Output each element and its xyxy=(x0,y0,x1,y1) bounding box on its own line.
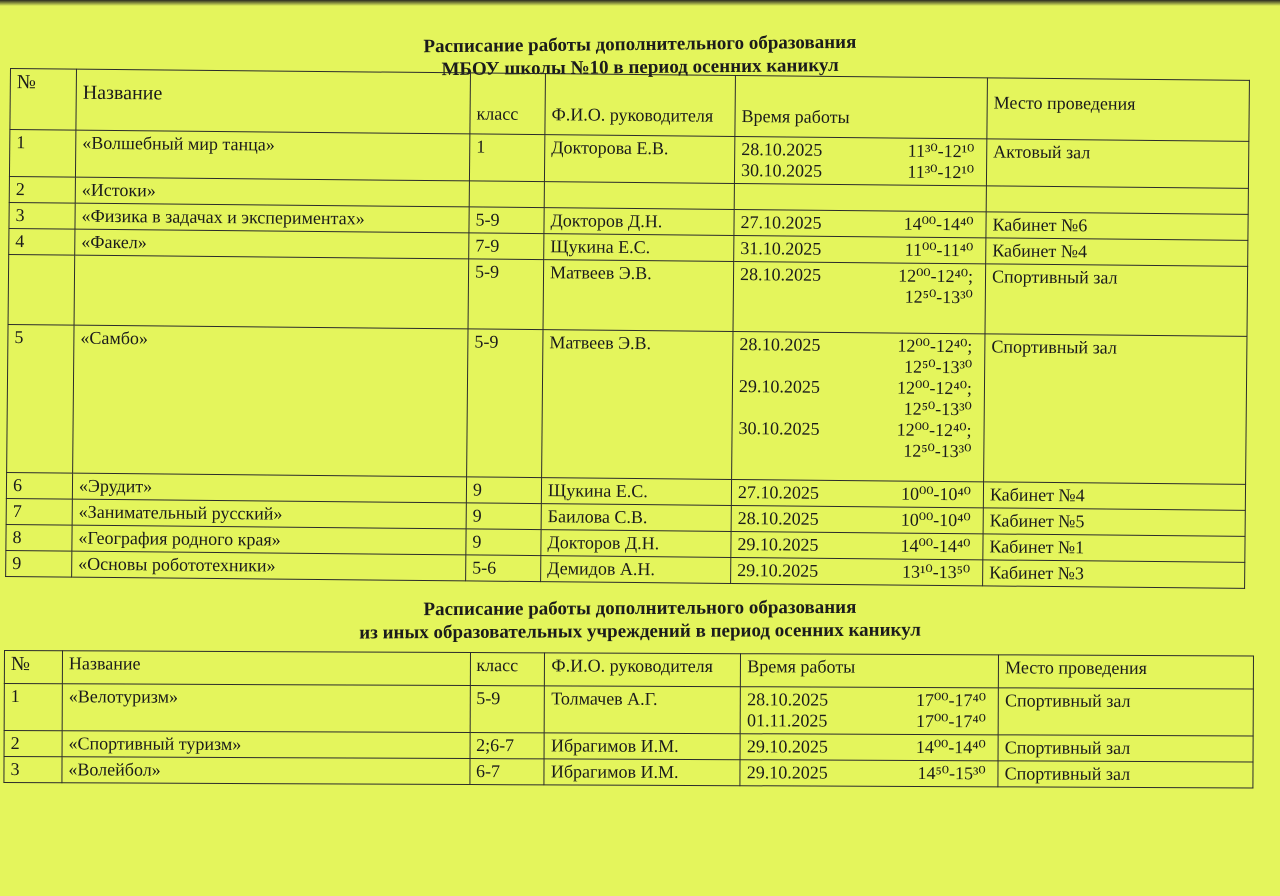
time-slot xyxy=(741,160,980,183)
time-slots xyxy=(740,760,998,787)
slot-date: 27.10.2025 xyxy=(737,482,820,503)
leader-name: Докторова Е.В. xyxy=(544,135,734,184)
activity-name: «Физика в задачах и экспериментах» xyxy=(75,203,469,233)
slot-time: 13¹⁰-13⁵⁰ xyxy=(902,561,971,583)
class-range: 5-9 xyxy=(470,686,545,733)
slot-time: 12⁵⁰-13³⁰ xyxy=(903,440,972,462)
time-slots xyxy=(734,235,986,263)
time-slot xyxy=(739,397,978,420)
time-slots xyxy=(740,734,998,761)
table-row xyxy=(8,254,1248,336)
time-slot xyxy=(747,762,992,784)
time-slots xyxy=(731,479,983,507)
row-number: 9 xyxy=(6,550,72,577)
class-range: 5-6 xyxy=(466,555,541,582)
class-range: 1 xyxy=(469,134,544,182)
header-time: Время работы xyxy=(735,75,988,138)
slot-date: 29.10.2025 xyxy=(738,376,821,397)
class-range xyxy=(469,181,544,208)
place: Кабинет №6 xyxy=(986,212,1248,241)
table-header-row xyxy=(4,651,1253,689)
slot-date: 31.10.2025 xyxy=(740,238,822,259)
place: Спортивный зал xyxy=(998,761,1253,788)
time-slot xyxy=(741,139,980,162)
place: Актовый зал xyxy=(986,139,1248,189)
slot-time: 10⁰⁰-10⁴⁰ xyxy=(900,483,972,505)
class-range: 9 xyxy=(466,477,541,504)
row-number: 3 xyxy=(9,202,75,229)
table-row xyxy=(4,684,1253,736)
slot-date: 29.10.2025 xyxy=(746,762,828,783)
time-slot xyxy=(738,482,977,505)
slot-date: 30.10.2025 xyxy=(738,418,820,439)
activity-name: «Эрудит» xyxy=(72,473,466,503)
leader-name: Щукина Е.С. xyxy=(544,234,734,262)
slot-time: 12⁵⁰-13³⁰ xyxy=(903,356,973,378)
time-slot xyxy=(737,560,976,583)
time-slot xyxy=(739,376,978,399)
header-time: Время работы xyxy=(741,654,999,688)
slot-time: 14⁰⁰-14⁴⁰ xyxy=(900,535,971,557)
header-name: Название xyxy=(62,651,470,686)
leader-name: Ибрагимов И.М. xyxy=(544,759,740,786)
place: Кабинет №3 xyxy=(983,560,1245,589)
activity-name: «Велотуризм» xyxy=(62,684,470,733)
row-number: 2 xyxy=(4,731,62,757)
photo-top-edge xyxy=(0,0,1280,6)
leader-name: Толмачев А.Г. xyxy=(545,686,741,734)
place: Кабинет №4 xyxy=(986,238,1248,267)
activity-name: «Факел» xyxy=(75,229,469,259)
time-slots xyxy=(734,136,986,185)
header-place: Место проведения xyxy=(987,78,1250,142)
title-line: Расписание работы дополнительного образования xyxy=(423,31,857,58)
slot-date: 28.10.2025 xyxy=(737,508,819,529)
table-row xyxy=(4,757,1253,788)
slot-time: 12⁵⁰-13³⁰ xyxy=(904,286,973,308)
leader-name: Щукина Е.С. xyxy=(541,478,731,506)
row-number xyxy=(8,254,75,325)
time-slots xyxy=(731,531,983,559)
slot-time: 11³⁰-12¹⁰ xyxy=(907,161,975,183)
leader-name: Баилова С.В. xyxy=(541,504,731,532)
activity-name: «Истоки» xyxy=(75,177,469,207)
time-slots xyxy=(734,183,986,211)
table-row xyxy=(7,324,1247,484)
other-schedule-table xyxy=(3,650,1254,788)
row-number: 7 xyxy=(6,498,72,525)
time-slots xyxy=(733,261,986,333)
place: Спортивный зал xyxy=(984,334,1247,485)
title-line: МБОУ школы №10 в период осенних каникул xyxy=(441,54,839,81)
schedule-title-other xyxy=(40,594,1240,646)
time-slot xyxy=(738,418,977,441)
slot-date: 28.10.2025 xyxy=(739,264,822,285)
time-slot xyxy=(740,285,979,308)
header-num: № xyxy=(10,69,77,131)
slot-time: 14⁵⁰-15³⁰ xyxy=(917,762,986,784)
slot-date: 28.10.2025 xyxy=(741,139,823,160)
leader-name xyxy=(544,182,734,210)
leader-name: Докторов Д.Н. xyxy=(541,530,731,558)
slot-date: 29.10.2025 xyxy=(737,534,819,555)
slot-time: 17⁰⁰-17⁴⁰ xyxy=(916,689,987,711)
place: Спортивный зал xyxy=(998,735,1253,762)
header-name: Название xyxy=(76,69,471,134)
time-slots xyxy=(740,687,998,735)
time-slots xyxy=(732,331,985,481)
class-range: 5-9 xyxy=(467,329,543,478)
slot-date: 29.10.2025 xyxy=(746,736,828,757)
time-slot xyxy=(747,689,992,711)
slot-time: 12⁰⁰-12⁴⁰; xyxy=(898,265,974,287)
activity-name: «Самбо» xyxy=(73,325,468,477)
row-number: 1 xyxy=(4,684,62,731)
slot-time: 14⁰⁰-14⁴⁰ xyxy=(915,736,986,758)
class-range: 5-9 xyxy=(468,259,544,330)
slot-time: 12⁰⁰-12⁴⁰; xyxy=(896,419,972,441)
activity-name: «Спортивный туризм» xyxy=(62,731,470,759)
class-range: 7-9 xyxy=(469,233,544,260)
title-line: Расписание работы дополнительного образования xyxy=(423,596,857,621)
row-number: 1 xyxy=(9,130,75,178)
class-range: 9 xyxy=(466,529,541,556)
slot-date: 28.10.2025 xyxy=(739,334,821,355)
header-num: № xyxy=(4,651,62,684)
time-slot xyxy=(747,736,992,758)
header-leader: Ф.И.О. руководителя xyxy=(545,653,741,687)
slot-date: 29.10.2025 xyxy=(737,560,819,581)
time-slots xyxy=(731,505,983,533)
activity-name: «География родного края» xyxy=(72,525,466,555)
leader-name: Матвеев Э.В. xyxy=(542,330,733,480)
slot-time: 17⁰⁰-17⁴⁰ xyxy=(915,710,986,732)
leader-name: Докторов Д.Н. xyxy=(544,208,734,236)
time-slot xyxy=(740,212,979,235)
leader-name: Демидов А.Н. xyxy=(541,556,731,584)
leader-name: Ибрагимов И.М. xyxy=(544,733,740,760)
class-range: 9 xyxy=(466,503,541,530)
activity-name: «Основы робототехники» xyxy=(72,551,466,581)
time-slot xyxy=(738,439,977,462)
header-class: класс xyxy=(470,73,546,135)
leader-name: Матвеев Э.В. xyxy=(543,260,734,332)
row-number: 8 xyxy=(6,524,72,551)
slot-date: 01.11.2025 xyxy=(746,710,828,731)
activity-name: «Занимательный русский» xyxy=(72,499,466,529)
slot-time: 12⁰⁰-12⁴⁰; xyxy=(896,377,973,399)
row-number: 2 xyxy=(9,176,75,203)
slot-time: 12⁵⁰-13³⁰ xyxy=(903,398,972,420)
activity-name: «Волейбол» xyxy=(62,757,470,785)
slot-time: 11³⁰-12¹⁰ xyxy=(907,140,975,162)
row-number: 6 xyxy=(6,472,72,499)
slot-date: 27.10.2025 xyxy=(740,212,822,233)
place: Кабинет №1 xyxy=(983,534,1245,563)
time-slot xyxy=(740,238,979,261)
slot-time: 11⁰⁰-11⁴⁰ xyxy=(904,239,974,261)
activity-name: «Волшебный мир танца» xyxy=(75,130,469,181)
time-slot xyxy=(737,534,976,557)
activity-name xyxy=(74,255,469,329)
title-line: из иных образовательных учреждений в период осенних каникул xyxy=(359,619,921,644)
slot-date: 30.10.2025 xyxy=(740,160,823,181)
slot-time: 12⁰⁰-12⁴⁰; xyxy=(897,335,973,357)
slot-time: 10⁰⁰-10⁴⁰ xyxy=(900,509,971,531)
row-number: 5 xyxy=(7,324,74,473)
row-number: 4 xyxy=(9,228,75,255)
place: Кабинет №5 xyxy=(983,508,1245,537)
class-range: 5-9 xyxy=(469,207,544,234)
time-slot xyxy=(740,264,979,287)
place: Кабинет №4 xyxy=(983,482,1245,511)
slot-time: 14⁰⁰-14⁴⁰ xyxy=(903,213,974,235)
time-slot xyxy=(739,355,978,378)
place: Спортивный зал xyxy=(985,264,1248,337)
header-class: класс xyxy=(470,653,545,686)
time-slot xyxy=(739,334,978,357)
time-slot xyxy=(747,710,992,732)
place xyxy=(986,186,1248,215)
time-slot xyxy=(738,508,977,531)
place: Спортивный зал xyxy=(998,688,1253,736)
header-place: Место проведения xyxy=(999,655,1254,689)
school-schedule-table xyxy=(5,68,1250,589)
class-range: 2;6-7 xyxy=(470,733,545,759)
slot-date: 28.10.2025 xyxy=(747,689,829,710)
time-slots xyxy=(731,557,983,585)
time-slots xyxy=(734,209,986,237)
row-number: 3 xyxy=(4,757,62,783)
class-range: 6-7 xyxy=(469,759,544,785)
header-leader: Ф.И.О. руководителя xyxy=(545,74,736,137)
